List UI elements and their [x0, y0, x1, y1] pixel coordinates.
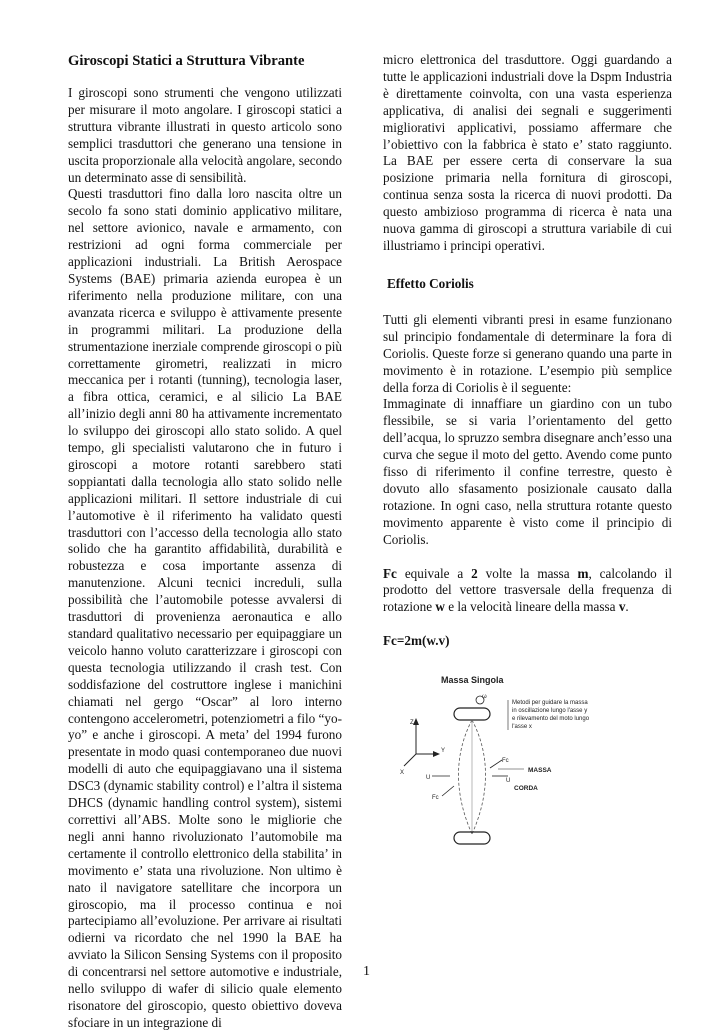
fc-text-1: equivale a: [396, 565, 472, 581]
label-z: Z: [410, 720, 414, 726]
label-fc-left: Fc: [432, 795, 439, 801]
label-u-left: U: [426, 775, 431, 781]
left-column: [68, 52, 342, 1032]
note-line-4: l'asse x: [512, 724, 532, 730]
coriolis-formula: Fc=2m(w.v): [383, 633, 450, 649]
figure-title: Massa Singola: [441, 675, 504, 685]
fc-text-3: , calcolando il prodotto del vettore trasversale della frequenza di rotazione: [383, 565, 672, 615]
fc-term: Fc: [383, 565, 397, 581]
coriolis-figure: [394, 664, 634, 864]
label-x: X: [400, 770, 405, 776]
fc-m: m: [577, 565, 589, 581]
right-column: [383, 52, 672, 650]
note-line-3: e rilevamento del moto lungo: [512, 716, 590, 722]
label-massa: MASSA: [528, 767, 552, 774]
article-title: Giroscopi Statici a Struttura Vibrante: [68, 53, 305, 69]
label-u-right: U: [506, 778, 511, 784]
history-paragraph: Questi trasduttori fino dalla loro nascita oltre un secolo fa sono stati dominio applicativo militare, nel settore avionico, navale e armamento, con restrizioni ad ogni forma commerciale per applicazioni industriali. La British Aerospace Systems (BAE) primaria azienda europea è un riferimento nella produzione militare, con una avanzata ricerca e sviluppo è attivamente presente in programmi militari. La produzione della strumentazione inerziale comprende giroscopi o più correttamente girometri, realizzati in micro meccanica per i rotanti (tunning), tecnologia laser, a fibra ottica, ceramici, e al silicio La BAE all’inizio degli anni 80 ha attivamente incrementato lo sviluppo dei giroscopi allo stato solido. A quel tempo, gli specialisti valutarono che in futuro i giroscopi a motore rotanti sarebbero stati soppiantati dalla tecnologia allo stato solido nelle applicazioni militari. Il settore industriale di cui l’automotive è il riferimento ha validato questi trasduttori con l’accesso della tecnologia allo stato solido che ha garantito affidabilità, durabilità e robustezza e cosa importante assenza di manutenzione. Alcuni tecnici increduli, sulla possibilità che l’automobile potesse avvalersi di trasduttori di provenienza aeronautica e allo standard qualitativo necessario per equipaggiare un veicolo hanno voluto caratterizzare i giroscopi con questa tecnologia utilizzando il crash test. Con soddisfazione del costruttore inglese i manichini chiamati nel gergo “Oscar” al loro interno contengono accelerometri, potenziometri a filo “yo-yo” e anche i giroscopi. A meta’ del 1994 furono presentate in modo quasi contemporaneo due nuovi modelli di auto che equipaggiavano una il sistema DSC3 (dynamic stability control) e l’altra il sistema DHCS (dynamic handling control system), sistemi correttivi all’ABS. Molte sono le migliorie che negli anni hanno rivoluzionato l’automobile ma certamente il controllo elettronico della stabilita’ in movimento e’ stata una rivoluzione. Non ultimo è nato il navigatore satellitare che incorpora un giroscopio, ma il processo continua e noi partecipiamo all’evoluzione. Per arrivare ai risultati odierni va ricordato che nel 1990 la BAE ha avviato la Silicon Sensing Systems con il proposito di concentrarsi nel settore automotive e industriale, nello sviluppo di wafer di silicio quale elemento risonatore del giroscopio, questo obiettivo doveva sfociare in un integrazione di: [68, 186, 342, 1030]
label-omega: ω: [482, 694, 487, 700]
label-y: Y: [441, 748, 446, 754]
fc-text-2: volte la massa: [477, 565, 578, 581]
fc-text-4: e la velocità lineare della massa: [444, 599, 619, 615]
fc-definition: [383, 566, 672, 617]
label-corda: CORDA: [514, 785, 538, 792]
coriolis-paragraph-1: Tutti gli elementi vibranti presi in esame funzionano sul principio fondamentale di determinare la fora di Coriolis. Queste forze si generano quando una parte in movimento è in rotazione. L’esempio più semplice della forza di Coriolis è il seguente:: [383, 311, 672, 395]
label-fc-right: Fc: [502, 758, 509, 764]
note-line-2: in oscillazione lungo l'asse y: [512, 708, 588, 714]
coriolis-paragraph-2: Immaginate di innaffiare un giardino con un tubo flessibile, se si varia l’orientamento del getto dell’acqua, lo spruzzo sembra disegnare anch’esso una curva che segue il moto del getto. Avendo come punto fisso di riferimento il confine terrestre, questo è dovuto allo sfasamento posizionale causato dalla rotazione. In ogni caso, nella struttura rotante questo movimento apparente è visto come il principio di Coriolis.: [383, 396, 672, 547]
intro-paragraph: I giroscopi sono strumenti che vengono utilizzati per misurare il moto angolare. I giroscopi statici a struttura vibrante illustrati in questo articolo sono semplici trasduttori che generano una tensione in uscita proporzionale alla velocità angolare, secondo un determinato asse di sensibilità.: [68, 85, 342, 185]
fc-v: v: [618, 599, 626, 615]
fc-two: 2: [471, 565, 478, 581]
page-number: 1: [363, 964, 370, 979]
coriolis-diagram: [394, 664, 634, 864]
fc-text-5: .: [625, 599, 629, 615]
section-heading-coriolis: Effetto Coriolis: [387, 275, 474, 291]
continued-paragraph: micro elettronica del trasduttore. Oggi guardando a tutte le applicazioni industriali dove la Dspm Industria è direttamente coinvolta, con una vasta esperienza applicativa, di analisi dei segnali e suggerimenti migliorativi applicativi, possiamo affermare che l’obiettivo con la fabbrica è stato e’ stato raggiunto. La BAE per essere certa di conservare la sua posizione primaria nella fornitura di giroscopi, continua senza sosta la ricerca di nuovi prodotti. Da questo ambizioso programma di ricerca è nata una nuova gamma di giroscopi a struttura variabile di cui illustriamo i principi operativi.: [383, 52, 672, 253]
note-line-1: Metodi per guidare la massa: [512, 700, 588, 706]
fc-w: w: [435, 599, 445, 615]
